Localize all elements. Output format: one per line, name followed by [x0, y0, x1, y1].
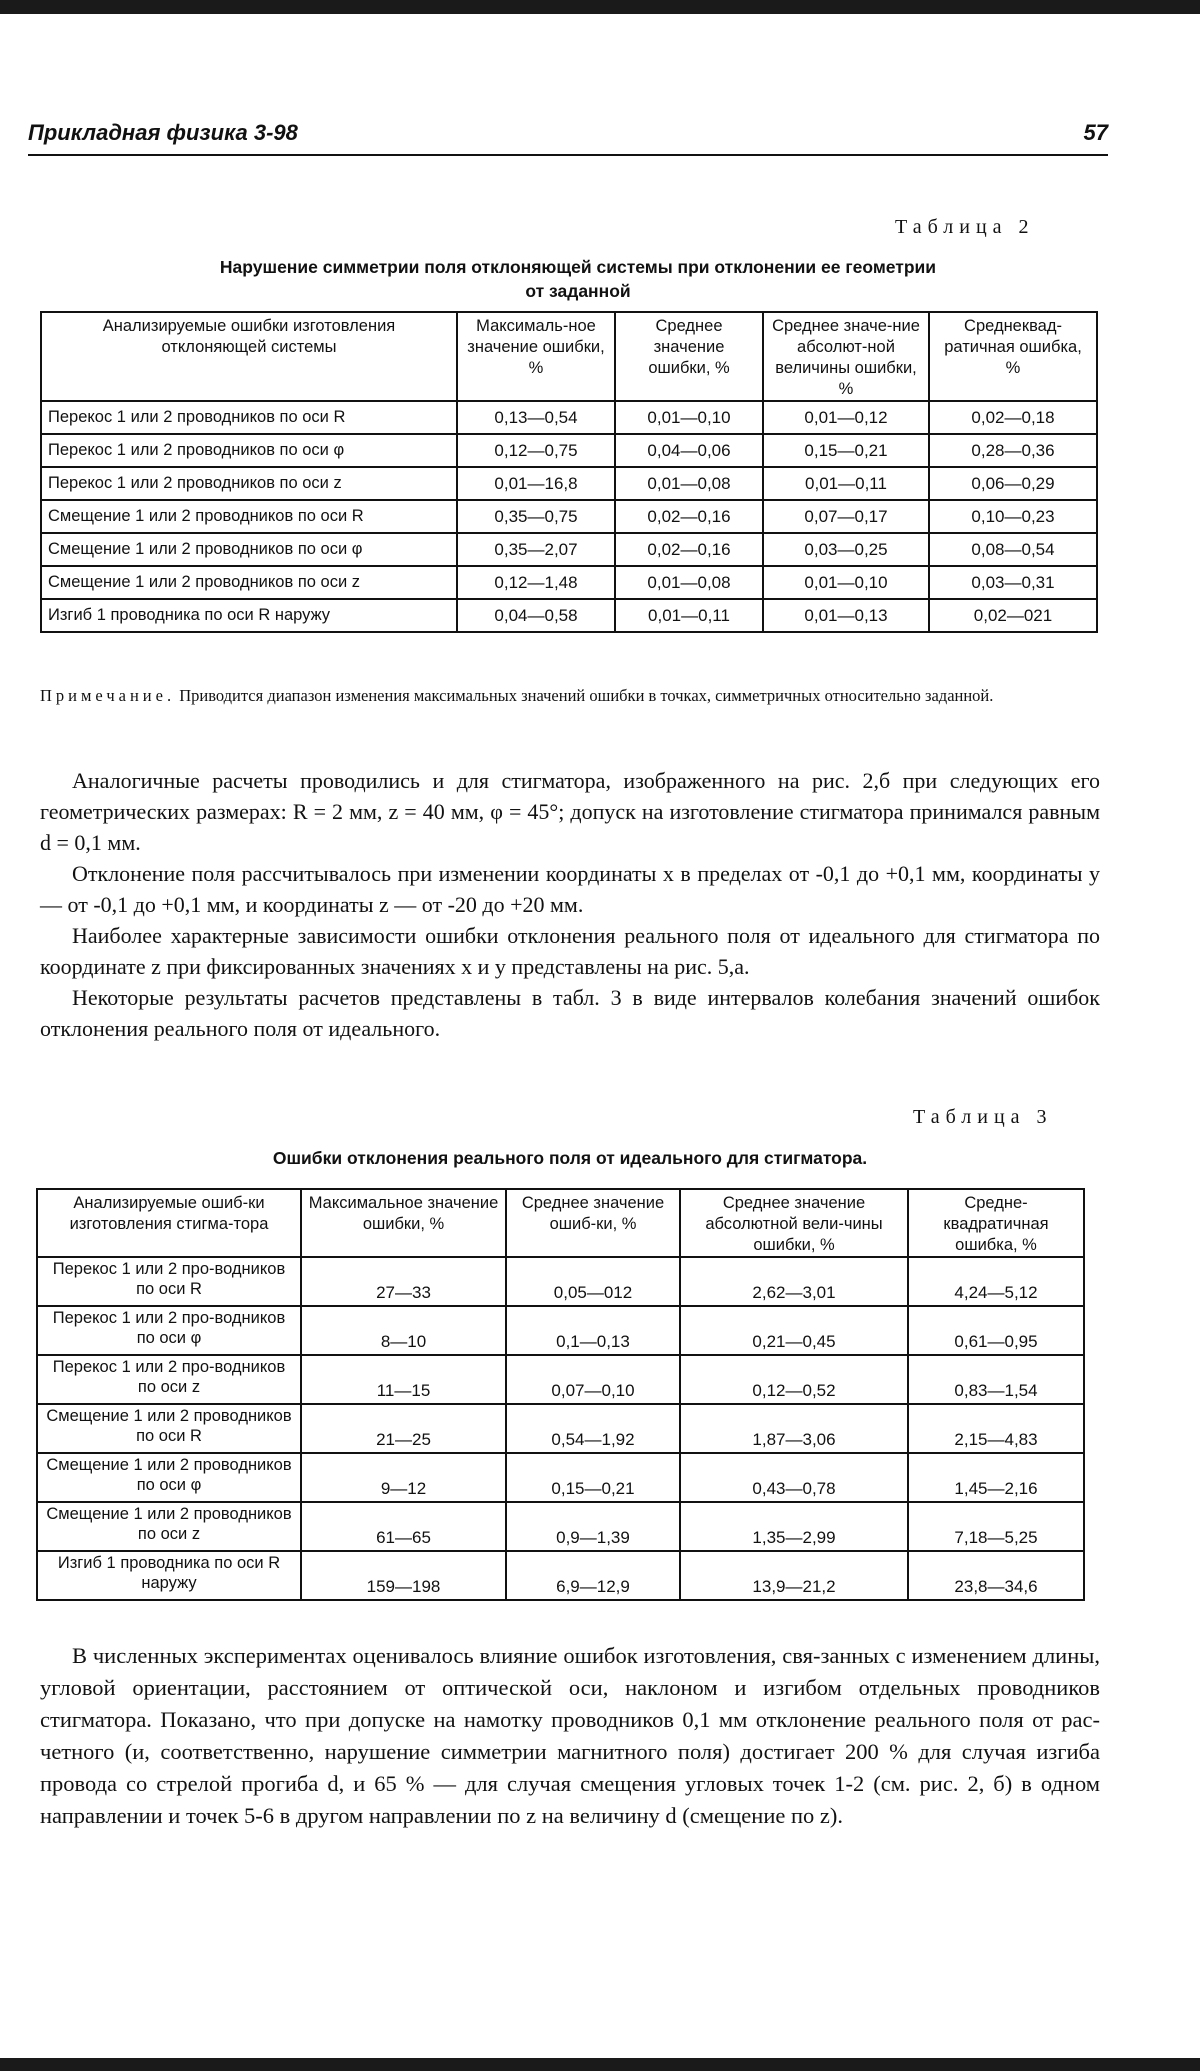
value-cell: 0,04—0,58	[457, 599, 615, 632]
value-cell: 21—25	[301, 1404, 506, 1453]
value-cell: 0,61—0,95	[908, 1306, 1084, 1355]
table-row	[37, 1551, 1084, 1600]
value-cell: 0,15—0,21	[763, 434, 929, 467]
value-cell: 0,28—0,36	[929, 434, 1097, 467]
value-cell: 0,01—0,12	[763, 401, 929, 434]
table-row	[37, 1453, 1084, 1502]
value-cell: 0,01—0,11	[615, 599, 763, 632]
value-cell: 1,35—2,99	[680, 1502, 908, 1551]
scan-edge-bottom	[0, 2058, 1200, 2071]
value-cell: 4,24—5,12	[908, 1257, 1084, 1306]
page-number: 57	[1083, 120, 1108, 145]
row-label-cell: Изгиб 1 проводника по оси R наружу	[41, 599, 457, 632]
body-text-2	[40, 1640, 1100, 1832]
table3-col-mean: Среднее значение ошиб-ки, %	[506, 1189, 680, 1257]
table2	[40, 311, 1098, 633]
running-header	[28, 118, 1108, 156]
row-label-cell: Перекос 1 или 2 проводников по оси R	[41, 401, 457, 434]
value-cell: 0,06—0,29	[929, 467, 1097, 500]
value-cell: 8—10	[301, 1306, 506, 1355]
value-cell: 13,9—21,2	[680, 1551, 908, 1600]
value-cell: 7,18—5,25	[908, 1502, 1084, 1551]
value-cell: 61—65	[301, 1502, 506, 1551]
table2-label: Таблица 2	[895, 216, 1035, 238]
value-cell: 0,35—2,07	[457, 533, 615, 566]
table-row	[41, 566, 1097, 599]
value-cell: 27—33	[301, 1257, 506, 1306]
table2-caption	[60, 255, 1096, 303]
value-cell: 0,12—0,52	[680, 1355, 908, 1404]
table3-col-errors: Анализируемые ошиб-ки изготовления стигма-тора	[37, 1189, 301, 1257]
row-label-cell: Перекос 1 или 2 про-водников по оси z	[37, 1355, 301, 1404]
value-cell: 0,12—0,75	[457, 434, 615, 467]
table-header-row	[37, 1189, 1084, 1257]
row-label-cell: Смещение 1 или 2 проводников по оси φ	[37, 1453, 301, 1502]
table2-col-rms: Среднеквад-ратичная ошибка, %	[929, 312, 1097, 401]
value-cell: 0,13—0,54	[457, 401, 615, 434]
value-cell: 0,04—0,06	[615, 434, 763, 467]
value-cell: 159—198	[301, 1551, 506, 1600]
table3-col-abs-mean: Среднее значение абсолютной вели-чины ошибки, %	[680, 1189, 908, 1257]
value-cell: 2,15—4,83	[908, 1404, 1084, 1453]
value-cell: 0,08—0,54	[929, 533, 1097, 566]
table-row	[41, 599, 1097, 632]
table-header-row	[41, 312, 1097, 401]
table2-caption-line2: от заданной	[525, 281, 631, 301]
value-cell: 23,8—34,6	[908, 1551, 1084, 1600]
table2-col-abs-mean: Среднее значе-ние абсолют-ной величины ошибки, %	[763, 312, 929, 401]
row-label-cell: Смещение 1 или 2 проводников по оси z	[37, 1502, 301, 1551]
table-row	[41, 500, 1097, 533]
table3	[36, 1188, 1085, 1601]
value-cell: 0,9—1,39	[506, 1502, 680, 1551]
scan-edge-top	[0, 0, 1200, 14]
value-cell: 0,07—0,17	[763, 500, 929, 533]
paragraph: Наиболее характерные зависимости ошибки отклонения реального поля от идеального для стигматора по координате z при фиксированных значениях x и y представлены на рис. 5,а.	[40, 923, 1100, 979]
value-cell: 0,05—012	[506, 1257, 680, 1306]
note-label: Примечание.	[40, 686, 176, 705]
journal-title: Прикладная физика 3-98	[28, 120, 298, 145]
value-cell: 0,03—0,25	[763, 533, 929, 566]
value-cell: 2,62—3,01	[680, 1257, 908, 1306]
value-cell: 0,83—1,54	[908, 1355, 1084, 1404]
table2-col-mean: Среднее значение ошибки, %	[615, 312, 763, 401]
value-cell: 1,45—2,16	[908, 1453, 1084, 1502]
table2-col-errors: Анализируемые ошибки изготовления отклоняющей системы	[41, 312, 457, 401]
paragraph: Некоторые результаты расчетов представлены в табл. 3 в виде интервалов колебания значений ошибок отклонения реального поля от идеального.	[40, 985, 1100, 1041]
value-cell: 0,02—021	[929, 599, 1097, 632]
value-cell: 0,02—0,18	[929, 401, 1097, 434]
value-cell: 0,43—0,78	[680, 1453, 908, 1502]
row-label-cell: Перекос 1 или 2 проводников по оси φ	[41, 434, 457, 467]
value-cell: 1,87—3,06	[680, 1404, 908, 1453]
value-cell: 0,15—0,21	[506, 1453, 680, 1502]
value-cell: 0,01—0,11	[763, 467, 929, 500]
value-cell: 0,01—0,10	[615, 401, 763, 434]
value-cell: 0,01—16,8	[457, 467, 615, 500]
value-cell: 0,02—0,16	[615, 500, 763, 533]
row-label-cell: Смещение 1 или 2 проводников по оси R	[41, 500, 457, 533]
table3-col-rms: Средне-квадратичная ошибка, %	[908, 1189, 1084, 1257]
value-cell: 6,9—12,9	[506, 1551, 680, 1600]
value-cell: 9—12	[301, 1453, 506, 1502]
row-label-cell: Перекос 1 или 2 проводников по оси z	[41, 467, 457, 500]
value-cell: 0,03—0,31	[929, 566, 1097, 599]
table-row	[37, 1404, 1084, 1453]
row-label-cell: Смещение 1 или 2 проводников по оси R	[37, 1404, 301, 1453]
table3-col-max: Максимальное значение ошибки, %	[301, 1189, 506, 1257]
table3-label: Таблица 3	[913, 1106, 1053, 1128]
table-row	[41, 467, 1097, 500]
value-cell: 0,07—0,10	[506, 1355, 680, 1404]
value-cell: 11—15	[301, 1355, 506, 1404]
value-cell: 0,54—1,92	[506, 1404, 680, 1453]
row-label-cell: Смещение 1 или 2 проводников по оси φ	[41, 533, 457, 566]
value-cell: 0,1—0,13	[506, 1306, 680, 1355]
table3-caption: Ошибки отклонения реального поля от идеального для стигматора.	[272, 1148, 868, 1168]
value-cell: 0,02—0,16	[615, 533, 763, 566]
row-label-cell: Перекос 1 или 2 про-водников по оси φ	[37, 1306, 301, 1355]
value-cell: 0,10—0,23	[929, 500, 1097, 533]
row-label-cell: Изгиб 1 проводника по оси R наружу	[37, 1551, 301, 1600]
table2-col-max: Максималь-ное значение ошибки, %	[457, 312, 615, 401]
table-row	[37, 1306, 1084, 1355]
value-cell: 0,35—0,75	[457, 500, 615, 533]
value-cell: 0,12—1,48	[457, 566, 615, 599]
value-cell: 0,01—0,08	[615, 467, 763, 500]
paragraph: Аналогичные расчеты проводились и для стигматора, изображенного на рис. 2,б при следующих его геометрических размерах: R = 2 мм, z = 40 мм, φ = 45°; допуск на изготовление стигматора принимался равным d = 0,1 мм.	[40, 768, 1100, 855]
table-row	[37, 1257, 1084, 1306]
row-label-cell: Перекос 1 или 2 про-водников по оси R	[37, 1257, 301, 1306]
paragraph: В численных экспериментах оценивалось влияние ошибок изготовления, свя-занных с изменением длины, угловой ориентации, расстоянием от оптической оси, наклоном и изгибом отдельных проводников стигматора. Показано, что при допуске на намотку проводников 0,1 мм отклонение реального поля от рас-четного (и, соответственно, нарушение симметрии магнитного поля) достигает 200 % для случая изгиба провода со стрелой прогиба d, и 65 % — для случая смещения угловых точек 1-2 (см. рис. 2, б) в одном направлении и точек 5-6 в другом направлении по z на величину d (смещение по z).	[40, 1643, 1100, 1828]
table-row	[41, 401, 1097, 434]
table-row	[37, 1355, 1084, 1404]
value-cell: 0,01—0,13	[763, 599, 929, 632]
body-text-1	[40, 765, 1100, 1044]
value-cell: 0,01—0,08	[615, 566, 763, 599]
row-label-cell: Смещение 1 или 2 проводников по оси z	[41, 566, 457, 599]
table-row	[37, 1502, 1084, 1551]
value-cell: 0,01—0,10	[763, 566, 929, 599]
table2-caption-line1: Нарушение симметрии поля отклоняющей системы при отклонении ее геометрии	[219, 257, 937, 277]
value-cell: 0,21—0,45	[680, 1306, 908, 1355]
table-row	[41, 533, 1097, 566]
table2-note	[40, 684, 1096, 707]
paragraph: Отклонение поля рассчитывалось при изменении координаты x в пределах от -0,1 до +0,1 мм, координаты y — от -0,1 до +0,1 мм, и координаты z — от -20 до +20 мм.	[40, 861, 1100, 917]
note-text: Приводится диапазон изменения максимальных значений ошибки в точках, симметричных относительно заданной.	[179, 686, 994, 705]
table-row	[41, 434, 1097, 467]
